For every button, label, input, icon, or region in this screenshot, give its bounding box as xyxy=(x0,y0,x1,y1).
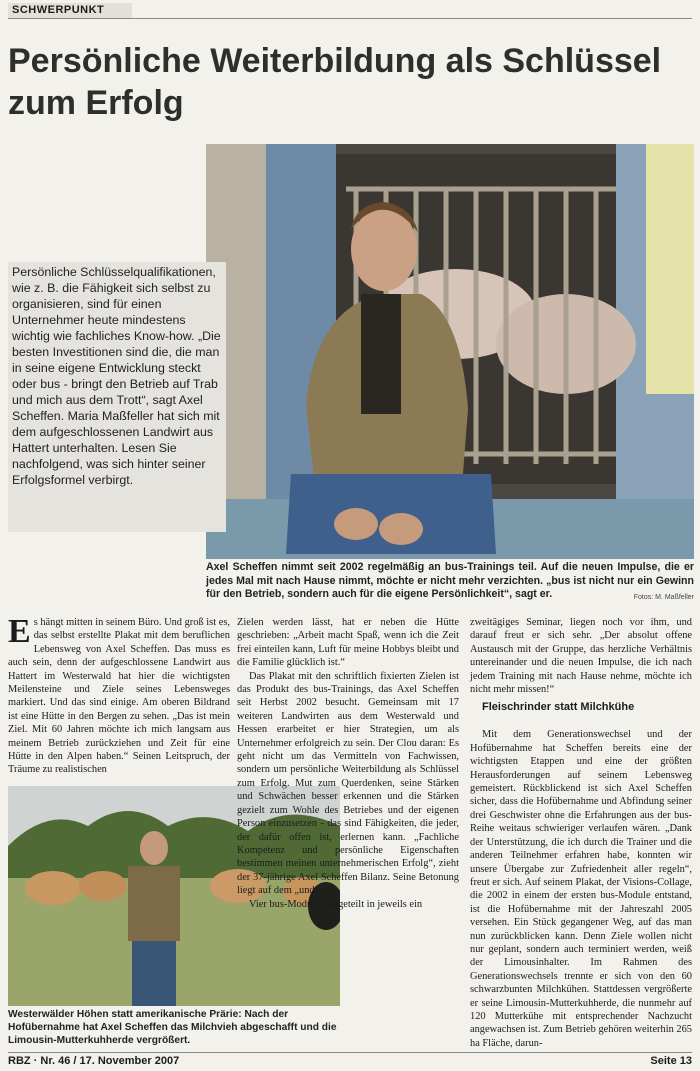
drop-cap: E xyxy=(8,613,31,650)
section-tag: SCHWERPUNKT xyxy=(8,3,132,18)
top-divider xyxy=(8,18,692,19)
article-headline: Persönliche Weiterbildung als Schlüssel zum Erfolg xyxy=(8,42,662,122)
col1-paragraph-1: s hängt mitten in seinem Büro. Und groß ist es, das selbst erstellte Plakat mit dem beruflichen Lebensweg von Axel Scheffen. Das muss es auch sein, denn der aufgeschlossene Landwirt aus Hattert im Westerwald hat hier die wichtigsten Meilensteine und Ziele seines Lebensweges markiert. Und das sind einige. Am oberen Bildrand ist eine Hütte in den Bergen zu sehen. „Das ist mein Ziel. Mit 60 Jahren möchte ich mich langsam aus meinem Betrieb zurückziehen und Zeit für eine Hütte in den Alpen haben.“ Seinen Leitspruch, der Träume zu realistischen xyxy=(8,617,230,776)
col2-paragraph-2: Das Plakat mit den schriftlich fixierten Zielen ist das Produkt des bus-Trainings, das Axel Scheffen seit Herbst 2002 besucht. Gemeinsam mit 17 weiteren Landwirten aus dem Westerwald und Hessen erarbeitet er hier Strategien, um als Unternehmer erfolgreich zu sein. Der Clou daran: Es geht nicht um das Vermitteln von Fachwissen, sondern um persönliche Weiterbildung als Schlüssel zum Erfolg. Mut zum Querdenken, seine Stärken und Schwächen besser erkennen und die Stärken gezielt zum Wohle des Betriebes und der eigenen Person einzusetzen - das sind Fähigkeiten, die jeder, der dafür offen ist, erlernen kann. „Fachliche Kompetenz und persönliche Eigenschaften bestimmen meinen unternehmerischen Erfolg“, zieht der 37-jährige Axel Scheffen Bilanz. Seine Betonung liegt auf dem „und“. xyxy=(237,670,459,897)
farmer-in-barn-illustration xyxy=(206,144,694,559)
col3-paragraph-2: Mit dem Generationswechsel und der Hofübernahme hat Scheffen bereits eine der wichtigsten Etappen und eine der größten Herausforderungen auf seinem Lebensweg gemeistert. Rückblickend ist sich Axel Scheffen sicher, dass die Hofübernahme und Abfindung seiner drei Geschwister ohne die Erfahrungen aus der bus-Reihe weitaus schwieriger verlaufen wären. „Dank der Unterstützung, die ich durch die Trainer und die anderen Teilnehmer erfahren habe, konnten wir unsere Übergabe zur Zufriedenheit aller regeln“, freut er sich. Auf seinem Plakat, der Visions-Collage, die 2002 in einem der ersten bus-Module entstand, ist die Hofübernahme mit der Jahreszahl 2005 versehen. Ein Stück gegangener Weg, auf das man nun zurückblicken kann. Denn Ziele wollen nicht nur geplant, sondern auch terminiert werden, weiß der Limousinhalter. Im Rahmen des Generationswechsels trennte er sich von den 60 schwarzbunten Milchkühen. Stattdessen vergrößerte er seine Limousin-Mutterkuhherde, die nunmehr auf 120 Mutterkühe mit entsprechender Nachzucht angewachsen ist. Zum Betrieb gehören weiterhin 265 ha Fläche, darun- xyxy=(470,729,692,1049)
field-caption: Westerwälder Höhen statt amerikanische Prärie: Nach der Hofübernahme hat Axel Scheffen das Milchvieh abgeschafft und die Limousin-Mutterkuhherde vergrößert. xyxy=(8,1009,337,1046)
hero-caption: Axel Scheffen nimmt seit 2002 regelmäßig an bus-Trainings teil. Auf die neuen Impulse, die er jedes Mal mit nach Hause nimmt, möchte er nicht mehr verzichten. „bus ist nicht nur ein Gewinn für den Betrieb, sondern auch für die eigene Persönlichkeit“, sagt er. xyxy=(206,561,694,600)
page-number: Seite 13 xyxy=(650,1055,692,1067)
col3-paragraph-1: zweitägiges Seminar, liegen noch vor ihm, und darauf freut er sich sehr. „Der absolut offene Austausch mit der Gruppe, das herzliche Verhältnis untereinander und die neuen Impulse, die ich nach jedem Training mit nach Hause nehme, möchte ich nicht mehr missen!“ xyxy=(470,617,692,696)
photo-credit: Fotos: M. Maßfeller xyxy=(633,594,694,601)
intro-box: Persönliche Schlüsselqualifikationen, wie z. B. die Fähigkeit sich selbst zu organisieren, sind für einen Unternehmer heute mindestens wichtig wie fachliches Know-how. „Die besten Investitionen sind die, die man in seine eigene Entwicklung steckt oder bus - bringt den Betrieb auf Trab und mich aus dem Trott“, sagt Axel Scheffen. Maria Maßfeller hat sich mit dem aufgeschlossenen Landwirt aus Hattert unterhalten. Lesen Sie nachfolgend, was sich hinter seiner Erfolgsformel verbirgt. xyxy=(8,262,226,532)
hero-photo xyxy=(206,144,694,559)
col2-paragraph-3: Vier bus-Module, aufgeteilt in jeweils ein xyxy=(249,898,423,910)
subheading: Fleischrinder statt Milchkühe xyxy=(482,701,635,714)
footer-divider xyxy=(8,1052,692,1053)
col2-paragraph-1: Zielen werden lässt, hat er neben die Hütte geschrieben: „Arbeit macht Spaß, wenn ich die Zeit frei einteilen kann, Luft für meine Hobbys bleibt und die Familie glücklich ist.“ xyxy=(237,617,459,669)
article-column-2 xyxy=(237,616,459,911)
issue-info: RBZ · Nr. 46 / 17. November 2007 xyxy=(8,1055,180,1067)
article-column-3 xyxy=(470,616,692,1050)
article-column-1 xyxy=(8,613,230,777)
